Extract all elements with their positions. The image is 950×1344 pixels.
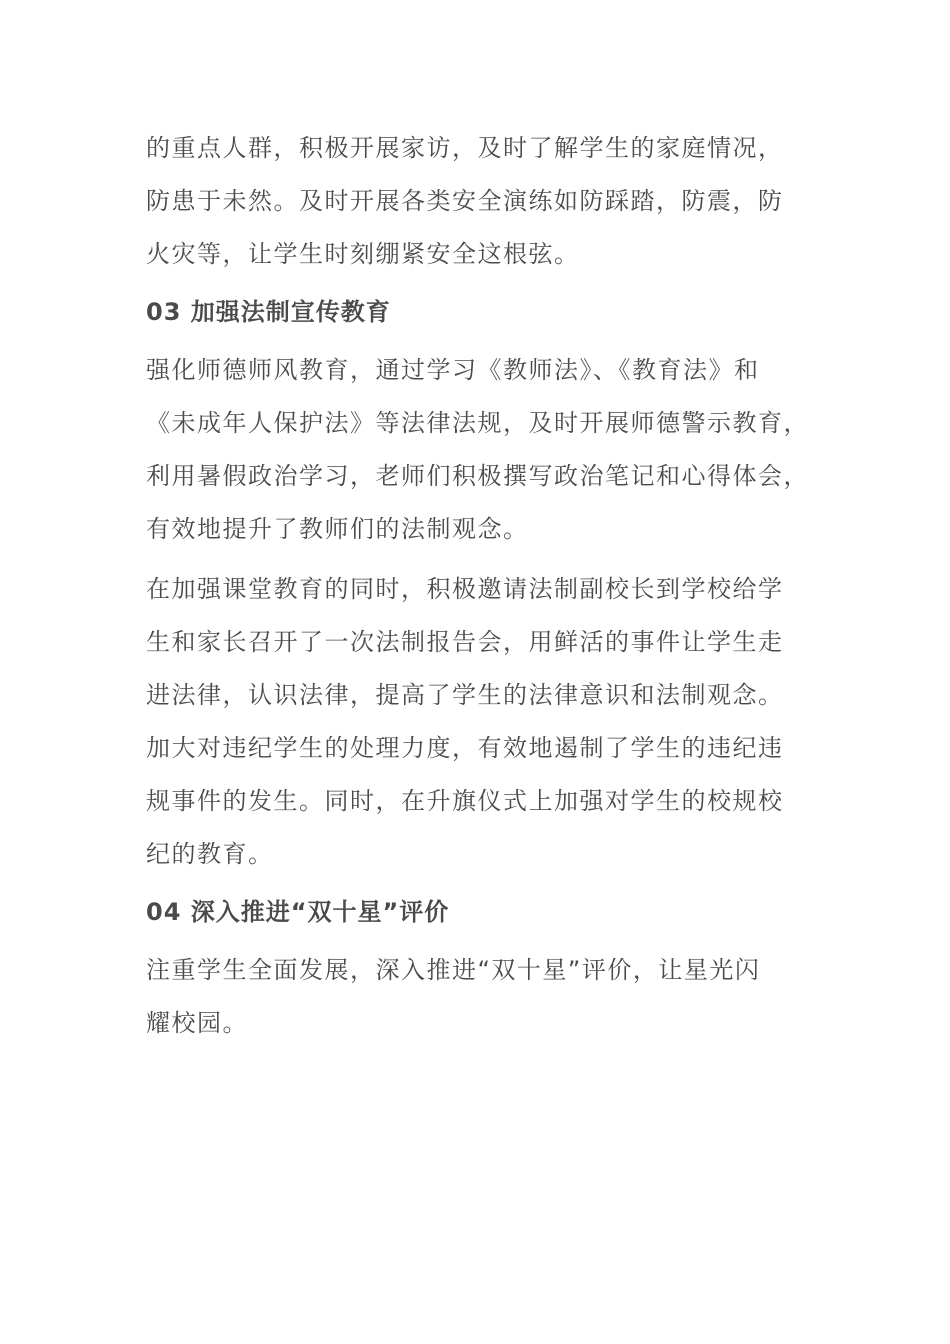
paragraph-safety-continued <box>146 122 806 281</box>
text-line: 强化师德师风教育，通过学习《教师法》、《教育法》和 <box>146 356 760 384</box>
text-line: 注重学生全面发展，深入推进“双十星”评价，让星光闪 <box>146 956 761 984</box>
text-line: 防患于未然。及时开展各类安全演练如防踩踏，防震，防 <box>146 187 784 215</box>
text-line: 的重点人群，积极开展家访，及时了解学生的家庭情况， <box>146 134 784 162</box>
document-body <box>146 122 809 1050</box>
text-line: 有效地提升了教师们的法制观念。 <box>146 515 529 543</box>
text-line: 利用暑假政治学习，老师们积极撰写政治笔记和心得体会， <box>146 462 809 490</box>
text-line: 在加强课堂教育的同时，积极邀请法制副校长到学校给学 <box>146 575 784 603</box>
text-line: 加大对违纪学生的处理力度，有效地遏制了学生的违纪违 <box>146 734 784 762</box>
text-line: 纪的教育。 <box>146 840 274 868</box>
text-line: 《未成年人保护法》等法律法规，及时开展师德警示教育， <box>146 409 809 437</box>
text-line: 生和家长召开了一次法制报告会，用鲜活的事件让学生走 <box>146 628 784 656</box>
text-line: 规事件的发生。同时，在升旗仪式上加强对学生的校规校 <box>146 787 784 815</box>
section-heading-03: 03 加强法制宣传教育 <box>146 298 391 326</box>
paragraph-teacher-ethics <box>146 344 809 556</box>
text-line: 进法律，认识法律，提高了学生的法律意识和法制观念。 <box>146 681 784 709</box>
text-line: 耀校园。 <box>146 1009 248 1037</box>
section-heading-04: 04 深入推进“双十星”评价 <box>146 898 450 926</box>
paragraph-double-ten-star <box>146 944 806 1050</box>
paragraph-legal-education <box>146 563 806 881</box>
text-line: 火灾等，让学生时刻绷紧安全这根弦。 <box>146 240 580 268</box>
